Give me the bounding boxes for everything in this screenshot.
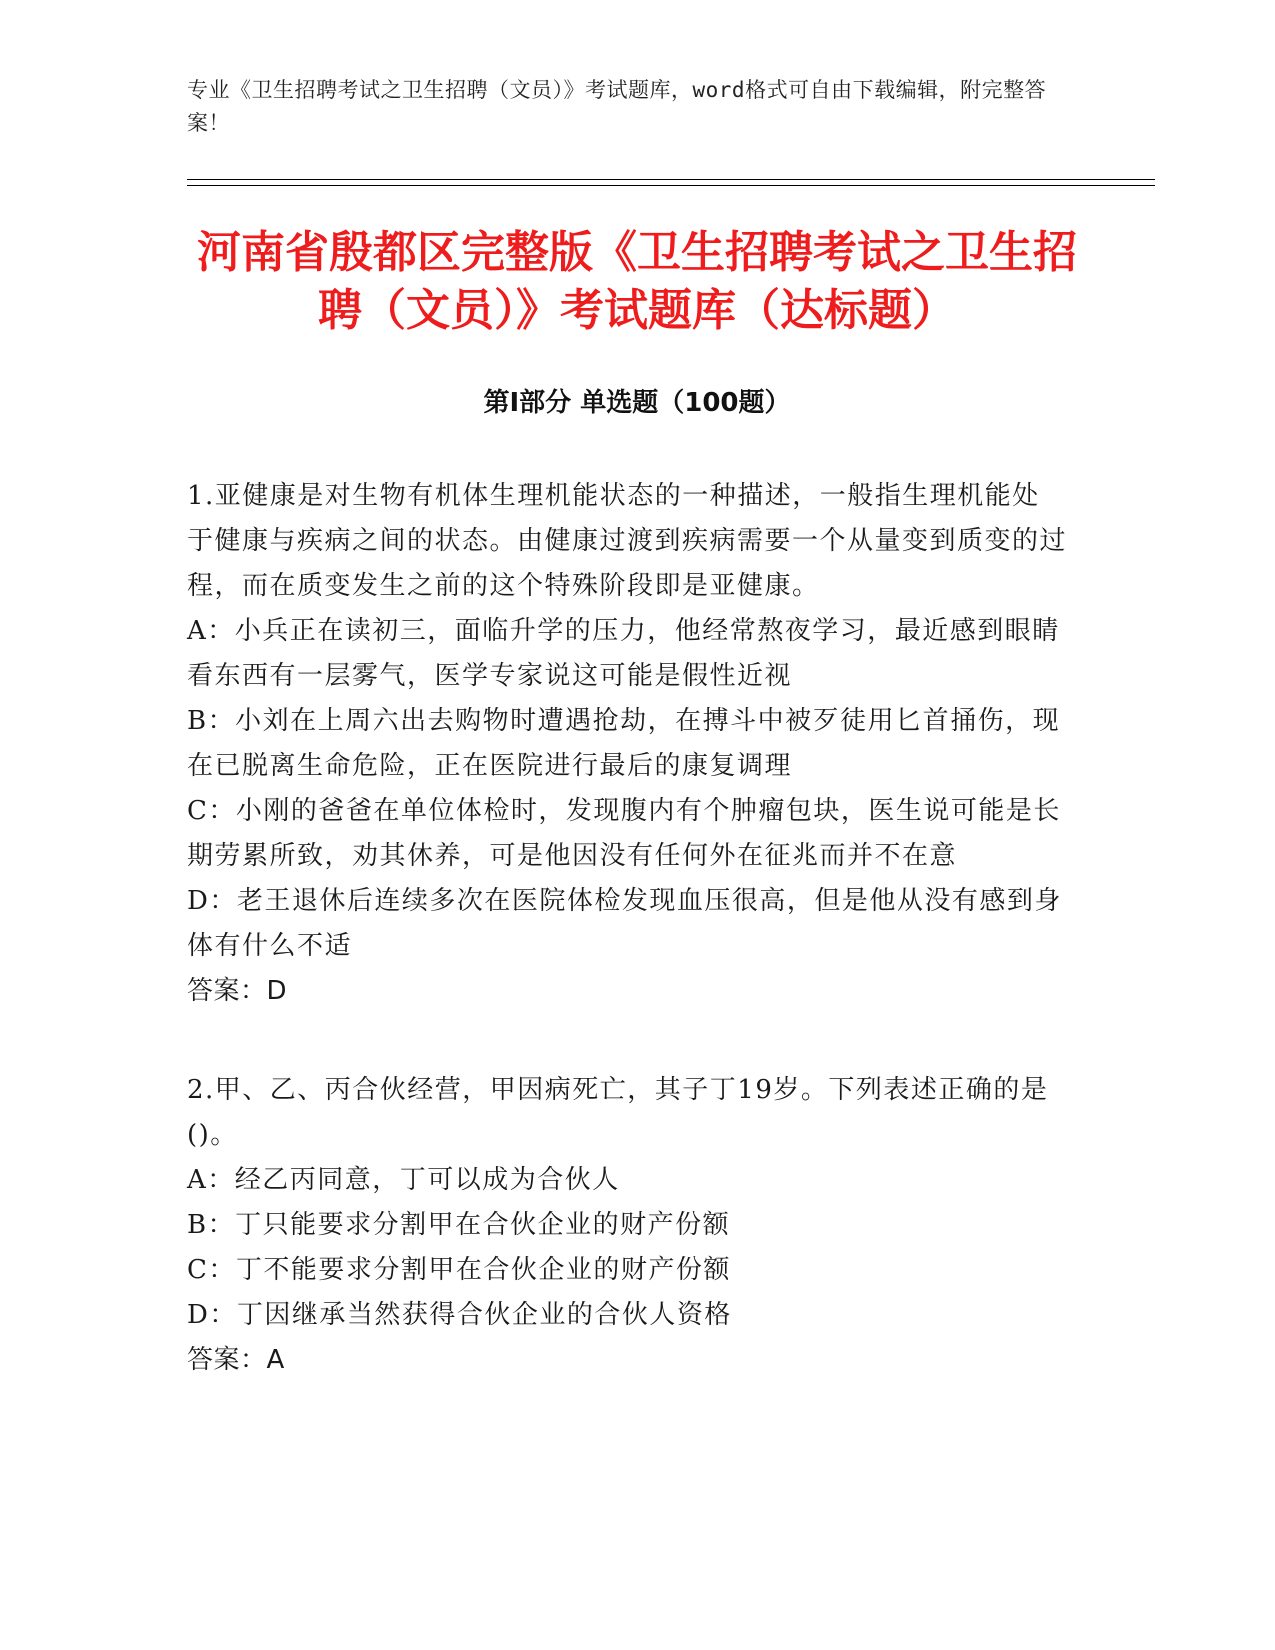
question-1: [187, 474, 1067, 1014]
question-stem: 1.亚健康是对生物有机体生理机能状态的一种描述，一般指生理机能处于健康与疾病之间的状态。由健康过渡到疾病需要一个从量变到质变的过程，而在质变发生之前的这个特殊阶段即是亚健康。: [187, 481, 1068, 601]
option-b: B：丁只能要求分割甲在合伙企业的财产份额: [187, 1210, 731, 1240]
option-c: C：丁不能要求分割甲在合伙企业的财产份额: [187, 1255, 731, 1285]
header-divider-top: [187, 179, 1155, 180]
header-note: 专业《卫生招聘考试之卫生招聘（文员）》考试题库，word格式可自由下载编辑，附完整答案！: [187, 78, 1047, 135]
option-d: D：老王退休后连续多次在医院体检发现血压很高，但是他从没有感到身体有什么不适: [187, 886, 1062, 961]
option-a: A：小兵正在读初三，面临升学的压力，他经常熬夜学习，最近感到眼睛看东西有一层雾气，医学专家说这可能是假性近视: [187, 616, 1060, 691]
option-b: B：小刘在上周六出去购物时遭遇抢劫，在搏斗中被歹徒用匕首捅伤，现在已脱离生命危险，正在医院进行最后的康复调理: [187, 706, 1061, 781]
section-heading: 第I部分 单选题（100题）: [483, 388, 791, 418]
header-divider-bottom: [187, 185, 1155, 186]
option-c: C：小刚的爸爸在单位体检时，发现腹内有个肿瘤包块，医生说可能是长期劳累所致，劝其休养，可是他因没有任何外在征兆而并不在意: [187, 796, 1061, 871]
answer-line: 答案：A: [187, 1345, 285, 1375]
document-title: 河南省殷都区完整版《卫生招聘考试之卫生招聘（文员）》考试题库（达标题）: [197, 227, 1077, 336]
option-a: A：经乙丙同意，丁可以成为合伙人: [187, 1165, 620, 1195]
answer-line: 答案：D: [187, 976, 288, 1006]
question-2: [187, 1068, 1067, 1383]
option-d: D：丁因继承当然获得合伙企业的合伙人资格: [187, 1300, 732, 1330]
question-stem: 2.甲、乙、丙合伙经营，甲因病死亡，其子丁19岁。下列表述正确的是()。: [187, 1075, 1049, 1150]
